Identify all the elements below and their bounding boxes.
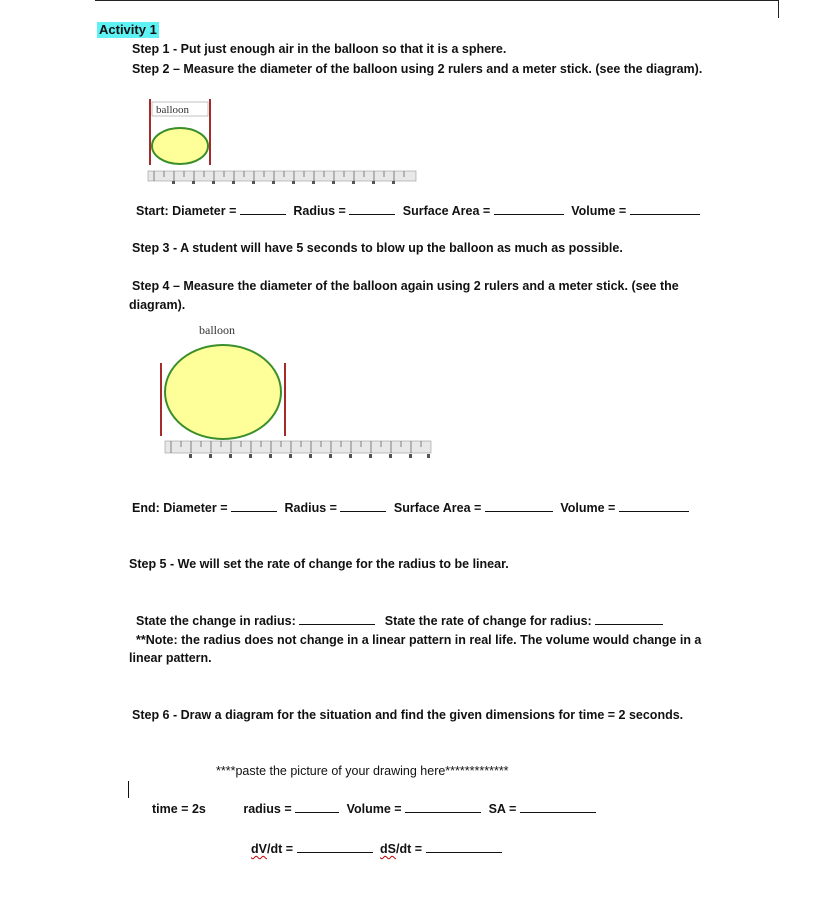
start-radius-blank[interactable] (349, 203, 395, 215)
start-diameter-blank[interactable] (240, 203, 286, 215)
start-volume-blank[interactable] (630, 203, 700, 215)
rate-of-change-label: State the rate of change for radius: (384, 614, 592, 628)
end-diameter-blank[interactable] (231, 500, 277, 512)
time-row (152, 801, 596, 817)
page-right-border (778, 0, 779, 18)
time-radius-label: radius = (243, 802, 292, 816)
step-3: Step 3 - A student will have 5 seconds to blow up the balloon as much as possible. (132, 241, 623, 255)
dv-suffix: /dt = (266, 842, 294, 856)
note-line-2: linear pattern. (129, 651, 212, 665)
dv-label: dV (251, 842, 267, 856)
note-line-1: **Note: the radius does not change in a linear pattern in real life. The volume would change in a (136, 633, 702, 647)
start-diameter-label: Start: Diameter = (136, 204, 237, 218)
rates-row (251, 841, 502, 857)
step-1: Step 1 - Put just enough air in the balloon so that it is a sphere. (132, 42, 507, 56)
end-surface-area-label: Surface Area = (393, 501, 482, 515)
small-balloon-diagram (140, 95, 425, 190)
end-row (132, 500, 689, 516)
page-top-border (95, 0, 779, 1)
start-volume-label: Volume = (571, 204, 627, 218)
end-diameter-label: End: Diameter = (132, 501, 228, 515)
time-sa-label: SA = (488, 802, 517, 816)
end-volume-label: Volume = (560, 501, 616, 515)
radius-change-row (136, 613, 663, 629)
end-surface-area-blank[interactable] (485, 500, 553, 512)
start-surface-area-label: Surface Area = (402, 204, 491, 218)
ds-blank[interactable] (426, 841, 502, 853)
small-balloon-label: balloon (156, 104, 189, 116)
time-volume-blank[interactable] (405, 801, 481, 813)
large-balloon-label: balloon (199, 323, 235, 337)
paste-drawing-prompt: ****paste the picture of your drawing here************* (216, 764, 509, 778)
large-balloon-diagram (155, 318, 440, 468)
small-balloon (152, 128, 208, 164)
start-row (136, 203, 700, 219)
time-label: time = 2s (152, 802, 206, 816)
meter-stick-small (148, 171, 416, 184)
dv-blank[interactable] (297, 841, 373, 853)
end-radius-label: Radius = (284, 501, 337, 515)
change-in-radius-blank[interactable] (299, 613, 375, 625)
change-in-radius-label: State the change in radius: (136, 614, 296, 628)
text-cursor (128, 781, 129, 798)
time-volume-label: Volume = (346, 802, 402, 816)
step-5: Step 5 - We will set the rate of change for the radius to be linear. (129, 557, 509, 571)
end-volume-blank[interactable] (619, 500, 689, 512)
start-radius-label: Radius = (293, 204, 346, 218)
step-6: Step 6 - Draw a diagram for the situation and find the given dimensions for time = 2 seconds. (132, 708, 684, 722)
ds-suffix: /dt = (395, 842, 423, 856)
activity-title: Activity 1 (99, 22, 157, 37)
start-surface-area-blank[interactable] (494, 203, 564, 215)
large-balloon (165, 345, 281, 439)
step-4-line-1: Step 4 – Measure the diameter of the balloon again using 2 rulers and a meter stick. (see the (132, 279, 679, 293)
ds-label: dS (380, 842, 396, 856)
end-radius-blank[interactable] (340, 500, 386, 512)
time-radius-blank[interactable] (295, 801, 339, 813)
step-2: Step 2 – Measure the diameter of the balloon using 2 rulers and a meter stick. (see the diagram). (132, 62, 703, 76)
time-sa-blank[interactable] (520, 801, 596, 813)
meter-stick-large (165, 441, 431, 458)
rate-of-change-blank[interactable] (595, 613, 663, 625)
step-4-line-2: diagram). (129, 298, 186, 312)
